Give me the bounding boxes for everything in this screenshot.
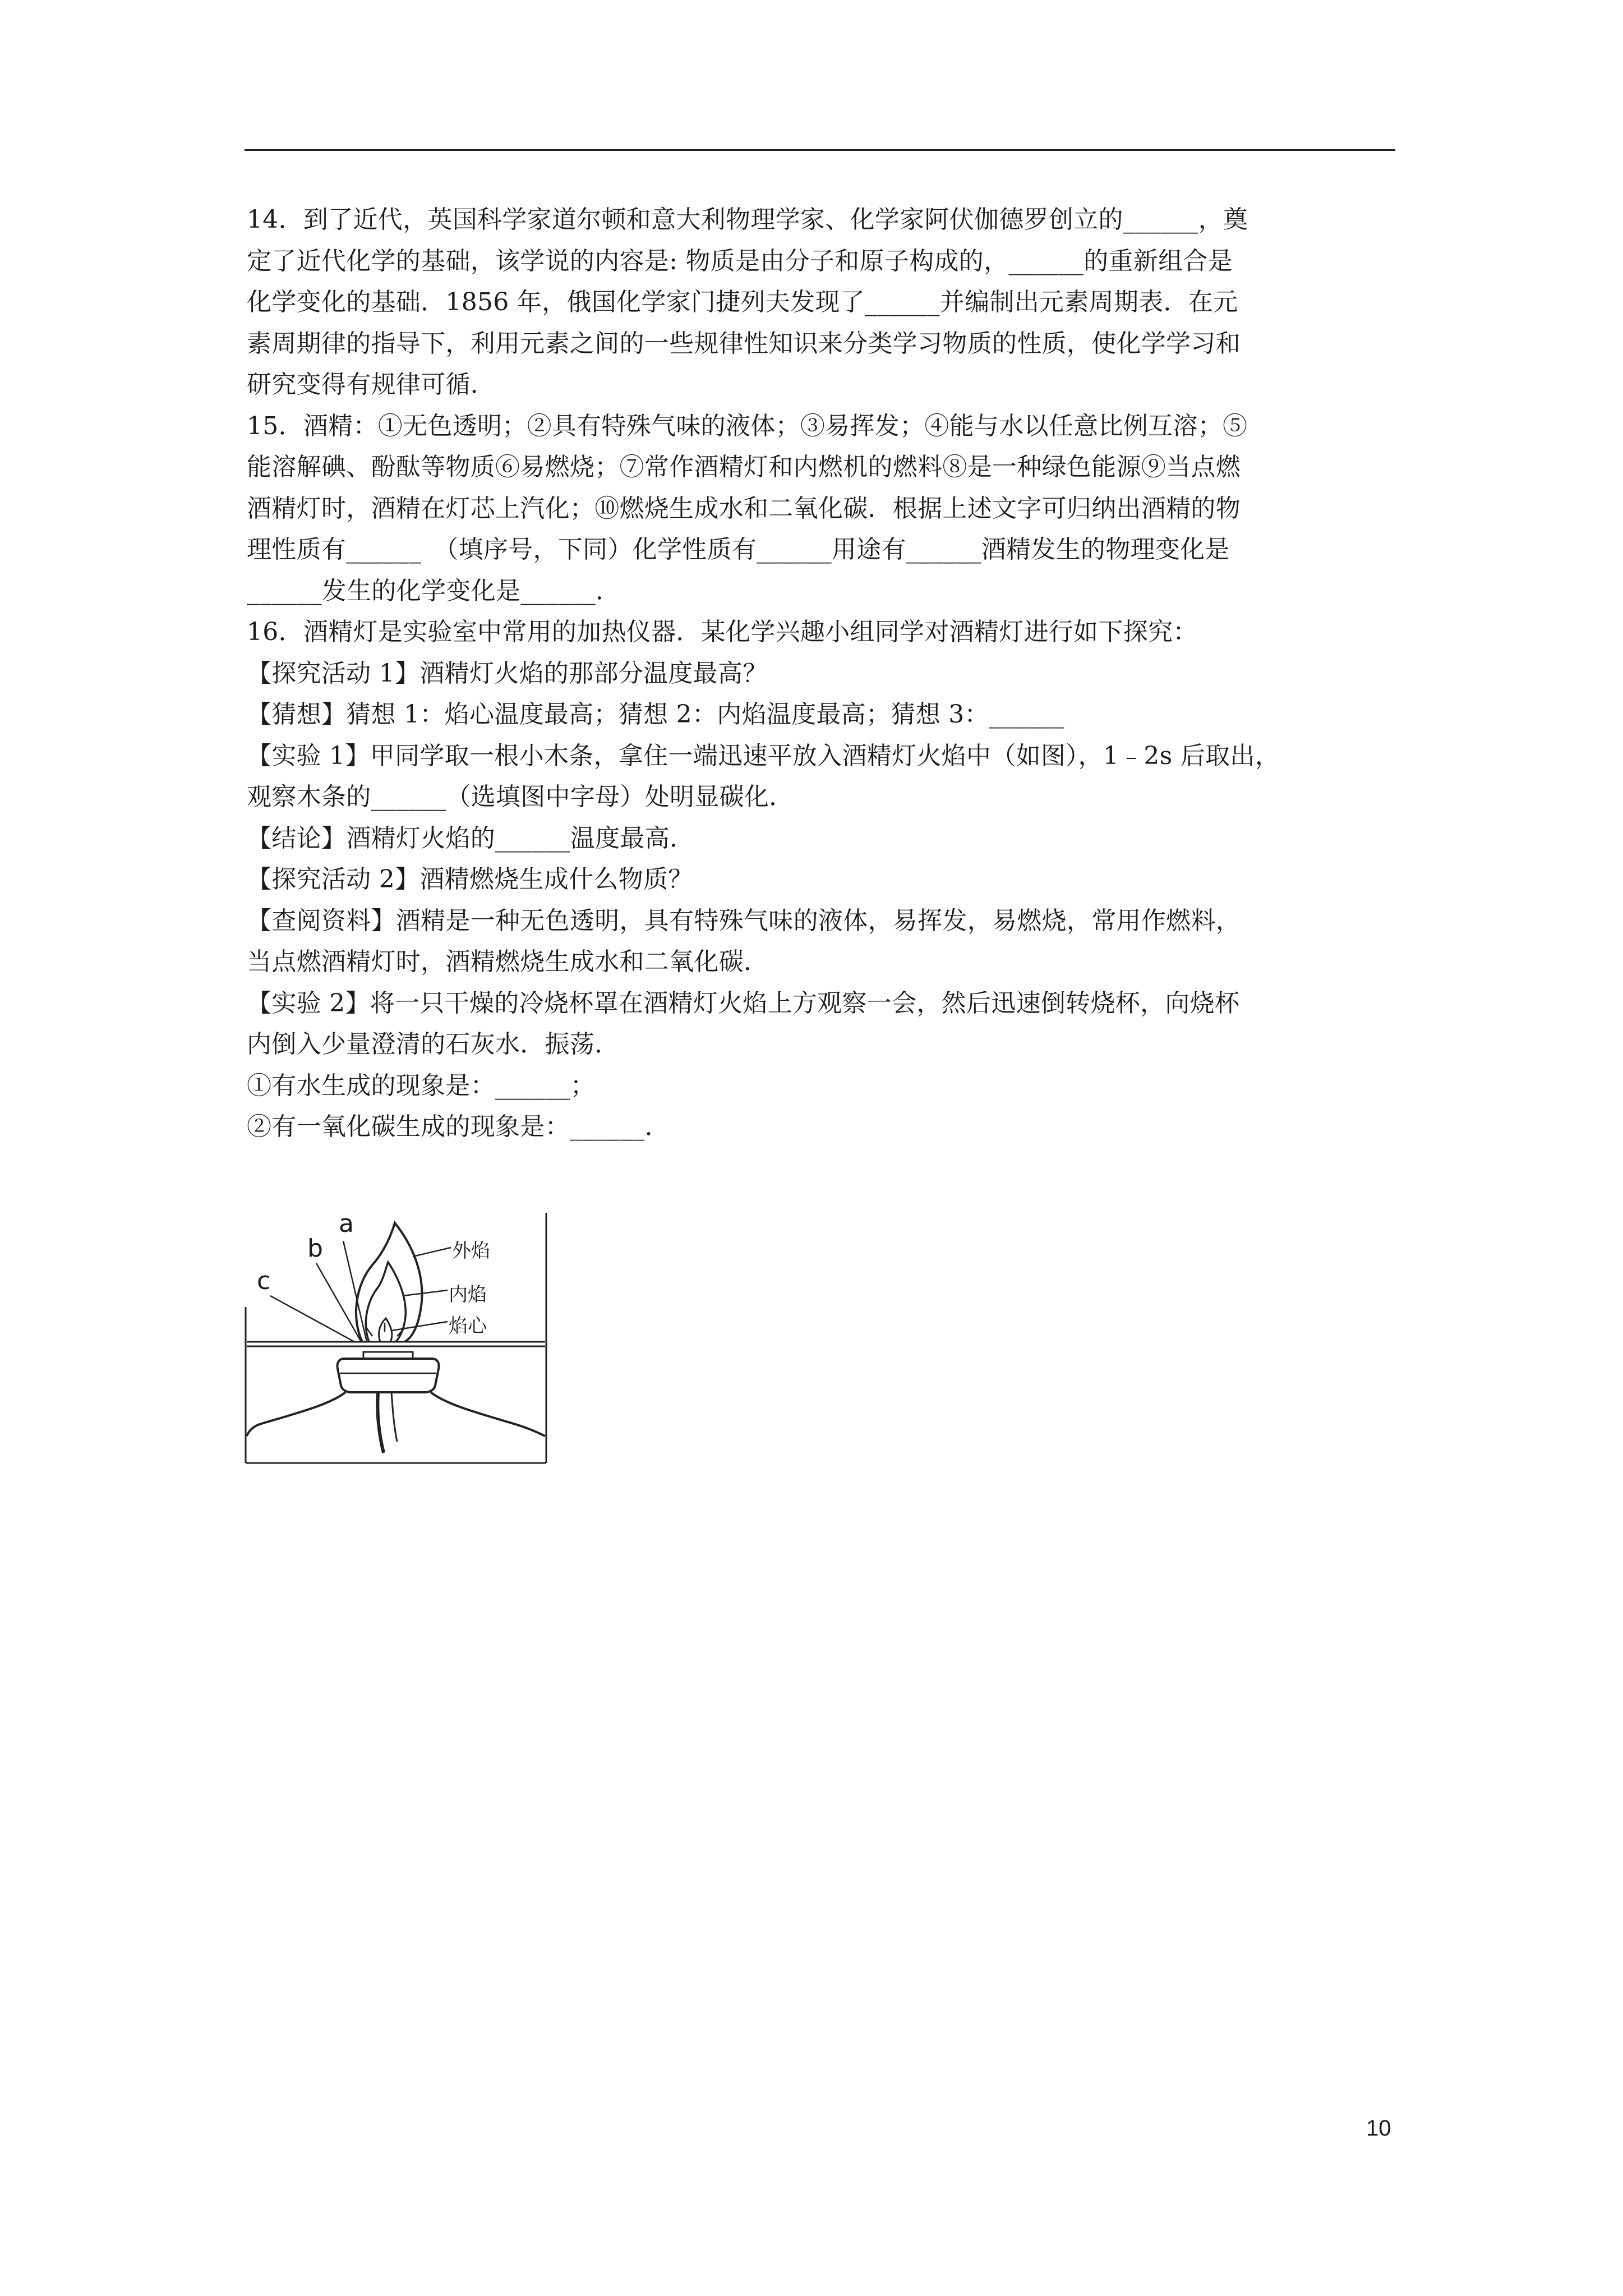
text-line: 观察木条的______（选填图中字母）处明显碳化． [247,783,794,811]
text-line: 【探究活动 1】酒精灯火焰的那部分温度最高？ [247,659,768,688]
text-line: 内倒入少量澄清的石灰水．振荡． [247,1030,620,1059]
label-c: c [257,1267,271,1295]
text-line: 【结论】酒精灯火焰的______温度最高． [247,823,695,853]
text-line: 【查阅资料】酒精是一种无色透明，具有特殊气味的液体，易挥发，易燃烧，常用作燃料， [247,906,1241,935]
text-line: ______发生的化学变化是______． [247,576,621,605]
text-line: 【探究活动 2】酒精燃烧生成什么物质？ [247,865,693,894]
text-line: 14．到了近代，英国科学家道尔顿和意大利物理学家、化学家阿伏伽德罗创立的______，奠 [247,205,1248,234]
text-line: 能溶解碘、酚酞等物质⑥易燃烧；⑦常作酒精灯和内燃机的燃料⑧是一种绿色能源⑨当点燃 [247,453,1241,481]
text-line: 酒精灯时，酒精在灯芯上汽化；⑩燃烧生成水和二氧化碳．根据上述文字可归纳出酒精的物 [247,494,1241,523]
question-text [247,199,1394,1148]
alcohol-lamp-figure [245,1209,547,1464]
text-line: ②有一氧化碳生成的现象是：______． [247,1112,670,1141]
label-b: b [307,1234,323,1263]
text-line: 化学变化的基础．1856 年，俄国化学家门捷列夫发现了______并编制出元素周期表．在元 [247,288,1238,316]
text-line: 素周期律的指导下，利用元素之间的一些规律性知识来分类学习物质的性质，使化学学习和 [247,329,1241,358]
alcohol-lamp-drawing [245,1212,547,1464]
header-rule [245,149,1395,151]
text-line: 定了近代化学的基础，该学说的内容是: 物质是由分子和原子构成的，______的重新组合是 [247,246,1233,275]
text-line: 【实验 2】将一只干燥的冷烧杯罩在酒精灯火焰上方观察一会，然后迅速倒转烧杯，向烧杯 [247,988,1240,1018]
label-a: a [339,1209,354,1238]
text-line: 15．酒精：①无色透明；②具有特殊气味的液体；③易挥发；④能与水以任意比例互溶；⑤ [247,411,1248,440]
text-line: 【实验 1】甲同学取一根小木条，拿住一端迅速平放入酒精灯火焰中（如图），1﹣2s 后取出， [247,741,1280,770]
inner-flame-label: 内焰 [449,1283,487,1306]
flame-core-label: 焰心 [449,1315,487,1337]
outer-flame-label: 外焰 [452,1240,490,1262]
page-number: 10 [1366,2116,1391,2141]
text-line: 【猜想】猜想 1：焰心温度最高；猜想 2：内焰温度最高；猜想 3：______ [247,700,1064,729]
text-line: ①有水生成的现象是：______； [247,1071,596,1100]
text-line: 研究变得有规律可循． [247,370,495,399]
text-line: 理性质有______ （填序号，下同）化学性质有______用途有______酒精发生的物理变化是 [247,535,1230,564]
text-line: 16．酒精灯是实验室中常用的加热仪器．某化学兴趣小组同学对酒精灯进行如下探究： [247,618,1198,646]
text-line: 当点燃酒精灯时，酒精燃烧生成水和二氧化碳． [247,947,769,976]
